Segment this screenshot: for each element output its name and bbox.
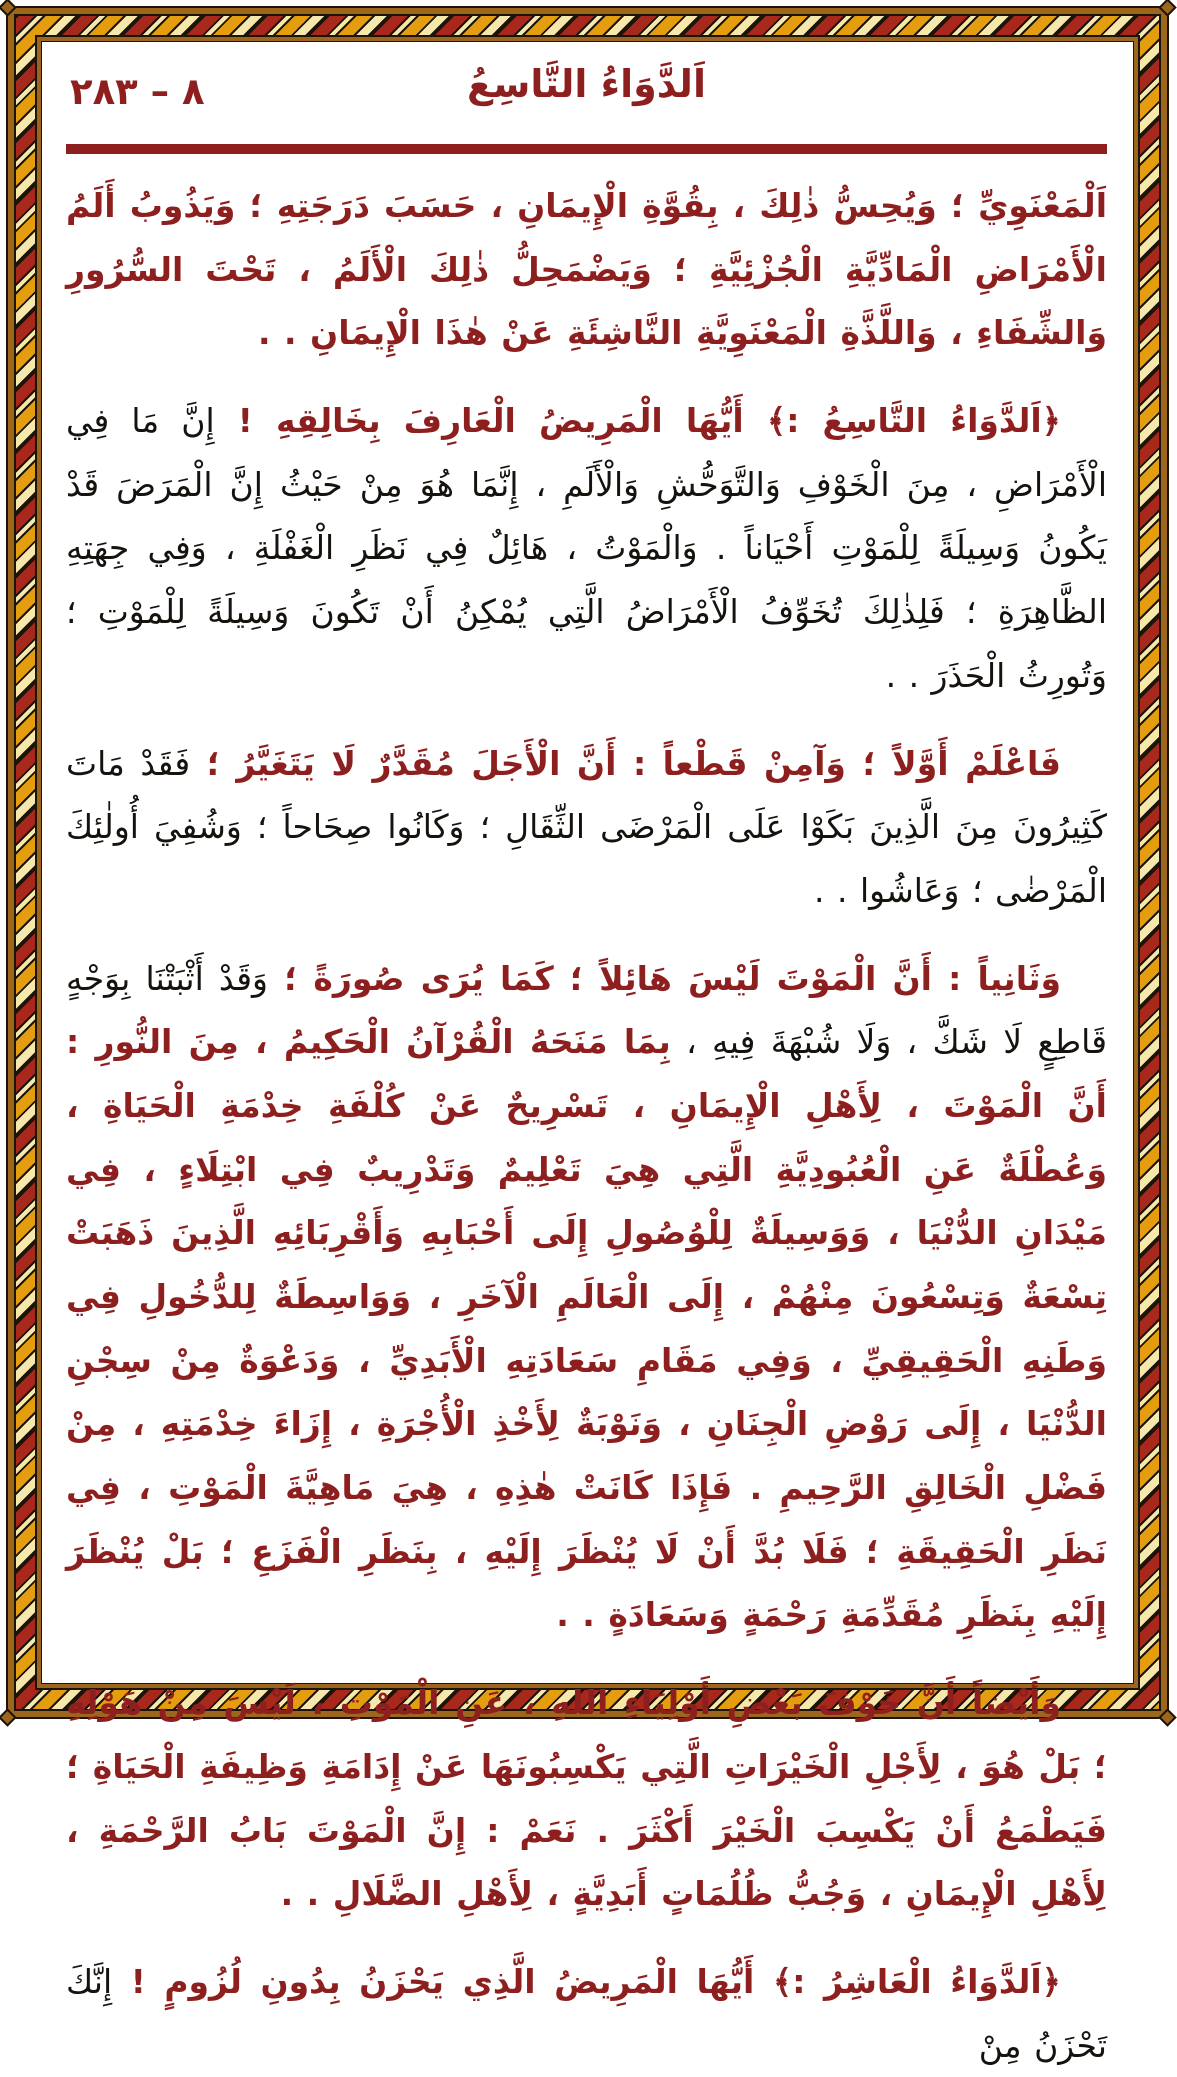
text-segment-red: ﴿اَلدَّوَاءُ التَّاسِعُ :﴾ أَيُّهَا الْمَرِيضُ الْعَارِفَ بِخَالِقِهِ !	[214, 401, 1061, 441]
body-text	[66, 174, 1107, 2077]
text-segment-black: إِنَّ مَا فِي الْأَمْرَاضِ ، مِنَ الْخَوْفِ وَالتَّوَحُّشِ وَالْأَلَمِ ، إِنَّمَا هُوَ مِنْ حَيْثُ إِنَّ الْمَرَضَ قَدْ يَكُونُ وَسِيلَةً لِلْمَوْتِ أَحْيَاناً . وَالْمَوْتُ ، هَائِلٌ فِي نَظَرِ الْغَفْلَةِ ، وَفِي جِهَتِهِ الظَّاهِرَةِ ؛ فَلِذٰلِكَ تُخَوِّفُ الْأَمْرَاضُ الَّتِي يُمْكِنُ أَنْ تَكُونَ وَسِيلَةً لِلْمَوْتِ ؛ وَتُورِثُ الْحَذَرَ . .	[66, 401, 1107, 695]
page-content-area	[41, 41, 1134, 2065]
page-title: اَلدَّوَاءُ التَّاسِعُ	[467, 62, 706, 106]
paragraph	[66, 389, 1107, 707]
paragraph	[66, 1671, 1107, 1926]
paragraph	[66, 947, 1107, 1648]
frame-chain-ornament-border	[14, 14, 1161, 2065]
paragraph	[66, 1950, 1107, 2077]
text-segment-red: ﴿اَلدَّوَاءُ الْعَاشِرُ :﴾ أَيُّهَا الْمَرِيضُ الَّذِي يَحْزَنُ بِدُونِ لُزُومٍ !	[112, 1961, 1061, 2001]
page-header	[66, 58, 1107, 132]
text-segment-red: فَاعْلَمْ أَوَّلاً ؛ وَآمِنْ قَطْعاً : أَنَّ الْأَجَلَ مُقَدَّرٌ لَا يَتَغَيَّرُ ؛	[190, 743, 1061, 783]
text-segment-black: فَقَدْ مَاتَ كَثِيرُونَ مِنَ الَّذِينَ بَكَوْا عَلَى الْمَرْضَى الثِّقَالِ ؛ وَكَانُوا صِحَاحاً ؛ وَشُفِيَ أُولٰئِكَ الْمَرْضٰى ؛ وَعَاشُوا . .	[66, 743, 1107, 910]
paragraph	[66, 732, 1107, 923]
text-segment-red: اَلْمَعْنَوِيِّ ؛ وَيُحِسُّ ذٰلِكَ ، بِقُوَّةِ الْإِيمَانِ ، حَسَبَ دَرَجَتِهِ ؛ وَيَذُوبُ أَلَمُ الْأَمْرَاضِ الْمَادِّيَّةِ الْجُزْئِيَّةِ ؛ وَيَضْمَحِلُّ ذٰلِكَ الْأَلَمُ ، تَحْتَ السُّرُورِ وَالشِّفَاءِ ، وَاللَّذَّةِ الْمَعْنَوِيَّةِ النَّاشِئَةِ عَنْ هٰذَا الْإِيمَانِ . .	[66, 186, 1107, 353]
frame-inner-band	[35, 35, 1140, 2065]
text-segment-black: وَقَدْ أَثْبَتْنَا بِوَجْهٍ قَاطِعٍ لَا شَكَّ ، وَلَا شُبْهَةَ فِيهِ ،	[66, 958, 1107, 1062]
text-segment-red: وَثَانِياً : أَنَّ الْمَوْتَ لَيْسَ هَائِلاً ؛ كَمَا يُرَى صُورَةً ؛	[267, 958, 1061, 998]
paragraph	[66, 174, 1107, 365]
text-segment-red: وَأَيْضاً أَنَّ خَوْفَ بَعْضِ أَوْلِيَاءِ اللهِ ، عَنِ الْمَوْتِ ، لَيْسَ مِنْ هَوْلِهِ ؛ بَلْ هُوَ ، لِأَجْلِ الْخَيْرَاتِ الَّتِي يَكْسِبُونَهَا عَنْ إِدَامَةِ وَظِيفَةِ الْحَيَاةِ ؛ فَيَطْمَعُ أَنْ يَكْسِبَ الْخَيْرَ أَكْثَرَ . نَعَمْ : إِنَّ الْمَوْتَ بَابُ الرَّحْمَةِ ، لِأَهْلِ الْإِيمَانِ ، وَجُبُّ ظُلُمَاتٍ أَبَدِيَّةٍ ، لِأَهْلِ الضَّلَالِ . .	[66, 1683, 1107, 1914]
page-number: ٨ – ٢٨٣	[70, 70, 205, 113]
header-divider-rule	[66, 144, 1107, 154]
text-segment-black: إِنَّكَ تَحْزَنُ مِنْ	[66, 1961, 1107, 2065]
frame-outer-band	[6, 6, 1169, 2065]
text-segment-red: بِمَا مَنَحَهُ الْقُرْآنُ الْحَكِيمُ ، مِنَ النُّورِ : أَنَّ الْمَوْتَ ، لِأَهْلِ الْإِيمَانِ ، تَسْرِيحٌ عَنْ كُلْفَةِ خِدْمَةِ الْحَيَاةِ ، وَعُطْلَةٌ عَنِ الْعُبُودِيَّةِ الَّتِي هِيَ تَعْلِيمٌ وَتَدْرِيبٌ فِي ابْتِلَاءٍ ، فِي مَيْدَانِ الدُّنْيَا ، وَوَسِيلَةٌ لِلْوُصُولِ إِلَى أَحْبَابِهِ وَأَقْرِبَائِهِ الَّذِينَ ذَهَبَتْ تِسْعَةٌ وَتِسْعُونَ مِنْهُمْ ، إِلَى الْعَالَمِ الْآخَرِ ، وَوَاسِطَةٌ لِلدُّخُولِ فِي وَطَنِهِ الْحَقِيقِيِّ ، وَفِي مَقَامِ سَعَادَتِهِ الْأَبَدِيِّ ، وَدَعْوَةٌ مِنْ سِجْنِ الدُّنْيَا ، إِلَى رَوْضِ الْجِنَانِ ، وَنَوْبَةٌ لِأَخْذِ الْأُجْرَةِ ، إِزَاءَ خِدْمَتِهِ ، مِنْ فَضْلِ الْخَالِقِ الرَّحِيمِ . فَإِذَا كَانَتْ هٰذِهِ ، هِيَ مَاهِيَّةَ الْمَوْتِ ، فِي نَظَرِ الْحَقِيقَةِ ؛ فَلَا بُدَّ أَنْ لَا يُنْظَرَ إِلَيْهِ ، بِنَظَرِ الْفَزَعِ ؛ بَلْ يُنْظَرَ إِلَيْهِ بِنَظَرِ مُقَدِّمَةِ رَحْمَةٍ وَسَعَادَةٍ . .	[66, 1022, 1107, 1635]
